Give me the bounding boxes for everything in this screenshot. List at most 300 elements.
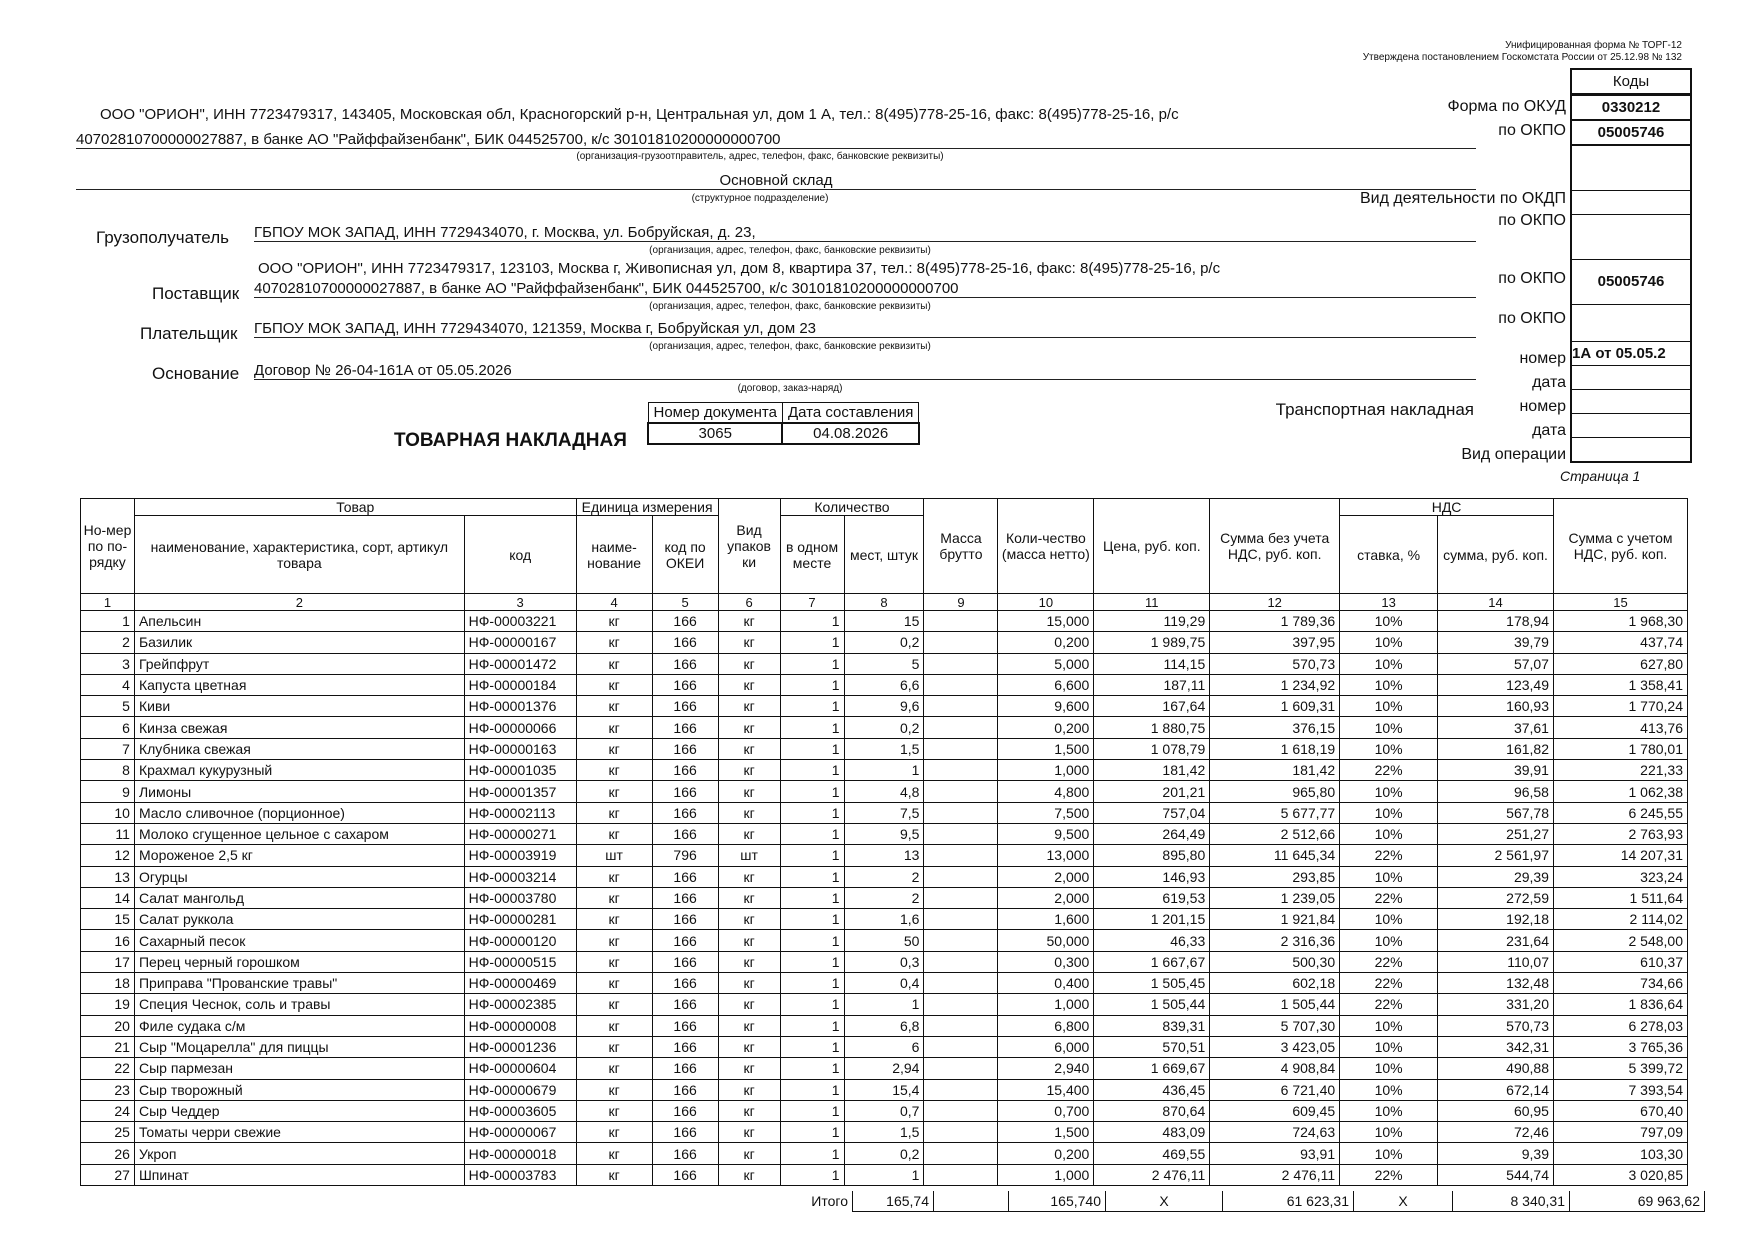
shipper-line1: ООО "ОРИОН", ИНН 7723479317, 143405, Московская обл, Красногорский р-н, Центральная ул, дом 1 А, тел.: 8(495)778-25-16, факс: 8(495)778-25-16, р/с — [100, 106, 1179, 123]
qty-one: 1 — [780, 1015, 844, 1036]
item-name: Масло сливочное (порционное) — [134, 802, 464, 823]
okei-code: 166 — [652, 1100, 718, 1121]
division-code — [1572, 146, 1690, 191]
sum-novat: 4 908,84 — [1210, 1058, 1340, 1079]
qty-one: 1 — [780, 696, 844, 717]
item-name: Салат руккола — [134, 909, 464, 930]
net-qty: 1,600 — [998, 909, 1094, 930]
col-vat-sum-header: сумма, руб. коп. — [1438, 516, 1554, 594]
net-qty: 1,000 — [998, 994, 1094, 1015]
payer-okpo-code — [1572, 305, 1690, 342]
vat-rate: 10% — [1340, 611, 1438, 632]
unit-name: кг — [576, 887, 652, 908]
price: 1 505,44 — [1094, 994, 1210, 1015]
vat-sum: 178,94 — [1438, 611, 1554, 632]
pack-type: кг — [718, 653, 780, 674]
net-qty: 0,300 — [998, 951, 1094, 972]
pack-type: кг — [718, 909, 780, 930]
sum-vat: 1 780,01 — [1553, 738, 1687, 759]
vat-sum: 192,18 — [1438, 909, 1554, 930]
vat-rate: 10% — [1340, 781, 1438, 802]
unit-name: кг — [576, 1015, 652, 1036]
qty-places: 1,6 — [844, 909, 924, 930]
col-num-header: Но-мер по по-рядку — [81, 499, 135, 594]
table-row — [81, 760, 1688, 781]
row-number: 12 — [81, 845, 135, 866]
sum-novat: 397,95 — [1210, 632, 1340, 653]
qty-one: 1 — [780, 1036, 844, 1057]
column-number-8: 8 — [844, 594, 924, 611]
gross-mass — [924, 1079, 998, 1100]
item-name: Капуста цветная — [134, 674, 464, 695]
vat-sum: 490,88 — [1438, 1058, 1554, 1079]
column-number-11: 11 — [1094, 594, 1210, 611]
sum-novat: 965,80 — [1210, 781, 1340, 802]
sum-vat: 3 765,36 — [1553, 1036, 1687, 1057]
doc-number: 3065 — [648, 423, 782, 444]
price: 1 078,79 — [1094, 738, 1210, 759]
gross-mass — [924, 696, 998, 717]
division-hint: (структурное подразделение) — [691, 193, 829, 204]
qty-one: 1 — [780, 909, 844, 930]
table-row — [81, 738, 1688, 759]
column-number-3: 3 — [464, 594, 576, 611]
row-number: 4 — [81, 674, 135, 695]
okei-code: 166 — [652, 887, 718, 908]
unit-name: кг — [576, 781, 652, 802]
item-code: НФ-00003783 — [464, 1164, 576, 1185]
net-qty: 9,500 — [998, 823, 1094, 844]
vat-rate: 10% — [1340, 909, 1438, 930]
document-number-box — [647, 402, 920, 445]
unit-name: кг — [576, 1164, 652, 1185]
consignee-value: ГБПОУ МОК ЗАПАД, ИНН 7729434070, г. Москва, ул. Бобруйская, д. 23, — [254, 224, 1476, 242]
page-number: Страница 1 — [1560, 468, 1641, 484]
gross-mass — [924, 611, 998, 632]
col-goods-code-header: код — [464, 516, 576, 594]
okpo-supplier-label: по ОКПО — [1498, 270, 1566, 287]
item-name: Грейпфрут — [134, 653, 464, 674]
sum-vat: 2 548,00 — [1553, 930, 1687, 951]
row-number: 2 — [81, 632, 135, 653]
price: 1 505,45 — [1094, 973, 1210, 994]
table-row — [81, 632, 1688, 653]
sum-novat: 5 707,30 — [1210, 1015, 1340, 1036]
unit-name: кг — [576, 973, 652, 994]
item-code: НФ-00002113 — [464, 802, 576, 823]
doc-number-label: Номер документа — [648, 403, 782, 424]
okei-code: 166 — [652, 802, 718, 823]
okei-code: 166 — [652, 930, 718, 951]
gross-mass — [924, 781, 998, 802]
item-code: НФ-00001236 — [464, 1036, 576, 1057]
col-qty-places-header: мест, штук — [844, 516, 924, 594]
totals-vat-sum: 8 340,31 — [1453, 1191, 1570, 1212]
net-qty: 2,000 — [998, 866, 1094, 887]
pack-type: кг — [718, 674, 780, 695]
net-qty: 5,000 — [998, 653, 1094, 674]
gross-mass — [924, 866, 998, 887]
item-name: Филе судака с/м — [134, 1015, 464, 1036]
okdp-label: Вид деятельности по ОКДП — [1359, 190, 1566, 207]
table-row — [81, 994, 1688, 1015]
item-name: Киви — [134, 696, 464, 717]
price: 146,93 — [1094, 866, 1210, 887]
item-code: НФ-00000604 — [464, 1058, 576, 1079]
operation-code — [1572, 438, 1690, 461]
price: 119,29 — [1094, 611, 1210, 632]
price: 436,45 — [1094, 1079, 1210, 1100]
supplier-label: Поставщик — [152, 284, 240, 303]
transport-number-label: номер — [1519, 398, 1566, 415]
vat-sum: 570,73 — [1438, 1015, 1554, 1036]
net-qty: 2,940 — [998, 1058, 1094, 1079]
sum-vat: 5 399,72 — [1553, 1058, 1687, 1079]
gross-mass — [924, 823, 998, 844]
item-code: НФ-00000184 — [464, 674, 576, 695]
basis-value: Договор № 26-04-161А от 05.05.2026 — [254, 362, 1476, 380]
okpo-label: по ОКПО — [1498, 122, 1566, 139]
unit-name: кг — [576, 632, 652, 653]
okei-code: 166 — [652, 951, 718, 972]
gross-mass — [924, 887, 998, 908]
pack-type: кг — [718, 1100, 780, 1121]
column-number-15: 15 — [1553, 594, 1687, 611]
division-value: Основной склад — [76, 172, 1476, 190]
vat-sum: 72,46 — [1438, 1122, 1554, 1143]
price: 839,31 — [1094, 1015, 1210, 1036]
row-number: 27 — [81, 1164, 135, 1185]
net-qty: 6,800 — [998, 1015, 1094, 1036]
gross-mass — [924, 951, 998, 972]
totals-vat-rate: X — [1354, 1191, 1453, 1212]
price: 619,53 — [1094, 887, 1210, 908]
row-number: 20 — [81, 1015, 135, 1036]
vat-rate: 10% — [1340, 1058, 1438, 1079]
sum-vat: 6 245,55 — [1553, 802, 1687, 823]
sum-novat: 293,85 — [1210, 866, 1340, 887]
okei-code: 796 — [652, 845, 718, 866]
net-qty: 15,000 — [998, 611, 1094, 632]
table-row — [81, 1164, 1688, 1185]
vat-rate: 10% — [1340, 1143, 1438, 1164]
sum-vat: 1 836,64 — [1553, 994, 1687, 1015]
transport-label: Транспортная накладная — [1275, 400, 1474, 419]
vat-rate: 10% — [1340, 653, 1438, 674]
sum-vat: 103,30 — [1553, 1143, 1687, 1164]
pack-type: кг — [718, 696, 780, 717]
item-code: НФ-00003214 — [464, 866, 576, 887]
payer-hint: (организация, адрес, телефон, факс, банковские реквизиты) — [649, 341, 931, 352]
sum-novat: 376,15 — [1210, 717, 1340, 738]
item-code: НФ-00001472 — [464, 653, 576, 674]
row-number: 15 — [81, 909, 135, 930]
col-sum-vat-header: Сумма с учетом НДС, руб. коп. — [1553, 499, 1687, 594]
item-name: Сахарный песок — [134, 930, 464, 951]
payer-value: ГБПОУ МОК ЗАПАД, ИНН 7729434070, 121359, Москва г, Бобруйская ул, дом 23 — [254, 320, 1476, 338]
col-unit-name-header: наиме-нование — [576, 516, 652, 594]
col-qty-one-header: в одном месте — [780, 516, 844, 594]
item-name: Сыр творожный — [134, 1079, 464, 1100]
item-name: Лимоны — [134, 781, 464, 802]
qty-one: 1 — [780, 994, 844, 1015]
table-row — [81, 781, 1688, 802]
column-number-7: 7 — [780, 594, 844, 611]
row-number: 23 — [81, 1079, 135, 1100]
totals-sum-novat: 61 623,31 — [1223, 1191, 1354, 1212]
gross-mass — [924, 653, 998, 674]
sum-vat: 2 114,02 — [1553, 909, 1687, 930]
sum-vat: 437,74 — [1553, 632, 1687, 653]
price: 895,80 — [1094, 845, 1210, 866]
item-code: НФ-00000679 — [464, 1079, 576, 1100]
gross-mass — [924, 1058, 998, 1079]
vat-rate: 10% — [1340, 717, 1438, 738]
net-qty: 7,500 — [998, 802, 1094, 823]
qty-places: 0,2 — [844, 632, 924, 653]
column-number-14: 14 — [1438, 594, 1554, 611]
column-number-9: 9 — [924, 594, 998, 611]
column-number-5: 5 — [652, 594, 718, 611]
vat-sum: 2 561,97 — [1438, 845, 1554, 866]
item-name: Перец черный горошком — [134, 951, 464, 972]
qty-places: 0,2 — [844, 1143, 924, 1164]
item-code: НФ-00000008 — [464, 1015, 576, 1036]
okei-code: 166 — [652, 1143, 718, 1164]
qty-one: 1 — [780, 802, 844, 823]
item-name: Сыр "Моцарелла" для пиццы — [134, 1036, 464, 1057]
net-qty: 2,000 — [998, 887, 1094, 908]
col-net-header: Коли-чество (масса нетто) — [998, 499, 1094, 594]
table-row — [81, 802, 1688, 823]
sum-vat: 1 968,30 — [1553, 611, 1687, 632]
pack-type: кг — [718, 1036, 780, 1057]
item-name: Клубника свежая — [134, 738, 464, 759]
unit-name: кг — [576, 760, 652, 781]
price: 483,09 — [1094, 1122, 1210, 1143]
sum-novat: 6 721,40 — [1210, 1079, 1340, 1100]
pack-type: кг — [718, 760, 780, 781]
item-code: НФ-00000281 — [464, 909, 576, 930]
vat-sum: 160,93 — [1438, 696, 1554, 717]
item-name: Крахмал кукурузный — [134, 760, 464, 781]
vat-rate: 10% — [1340, 823, 1438, 844]
qty-one: 1 — [780, 1143, 844, 1164]
sum-novat: 500,30 — [1210, 951, 1340, 972]
table-row — [81, 1079, 1688, 1100]
net-qty: 1,000 — [998, 1164, 1094, 1185]
net-qty: 0,200 — [998, 632, 1094, 653]
vat-sum: 342,31 — [1438, 1036, 1554, 1057]
unit-name: кг — [576, 802, 652, 823]
col-unit-code-header: код по ОКЕИ — [652, 516, 718, 594]
unit-name: кг — [576, 1079, 652, 1100]
row-number: 17 — [81, 951, 135, 972]
qty-places: 0,3 — [844, 951, 924, 972]
price: 201,21 — [1094, 781, 1210, 802]
item-name: Укроп — [134, 1143, 464, 1164]
item-code: НФ-00003919 — [464, 845, 576, 866]
vat-sum: 672,14 — [1438, 1079, 1554, 1100]
item-code: НФ-00000515 — [464, 951, 576, 972]
sum-vat: 14 207,31 — [1553, 845, 1687, 866]
unified-form-caption — [1300, 40, 1682, 64]
unit-name: кг — [576, 611, 652, 632]
column-number-13: 13 — [1340, 594, 1438, 611]
row-number: 22 — [81, 1058, 135, 1079]
price: 264,49 — [1094, 823, 1210, 844]
vat-sum: 272,59 — [1438, 887, 1554, 908]
col-gross-header: Масса брутто — [924, 499, 998, 594]
okei-code: 166 — [652, 973, 718, 994]
column-number-2: 2 — [134, 594, 464, 611]
unified-form-line1: Унифицированная форма № ТОРГ-12 — [1505, 40, 1682, 51]
okei-code: 166 — [652, 866, 718, 887]
item-code: НФ-00003780 — [464, 887, 576, 908]
item-code: НФ-00003605 — [464, 1100, 576, 1121]
net-qty: 1,500 — [998, 738, 1094, 759]
qty-one: 1 — [780, 887, 844, 908]
col-pack-header: Вид упаков ки — [718, 499, 780, 594]
qty-places: 0,4 — [844, 973, 924, 994]
sum-novat: 724,63 — [1210, 1122, 1340, 1143]
vat-rate: 22% — [1340, 994, 1438, 1015]
vat-rate: 10% — [1340, 866, 1438, 887]
sum-novat: 181,42 — [1210, 760, 1340, 781]
unit-name: кг — [576, 653, 652, 674]
net-qty: 9,600 — [998, 696, 1094, 717]
document-title: ТОВАРНАЯ НАКЛАДНАЯ — [394, 430, 627, 451]
unit-name: кг — [576, 1122, 652, 1143]
net-qty: 50,000 — [998, 930, 1094, 951]
row-number: 16 — [81, 930, 135, 951]
column-numbers-row — [81, 594, 1688, 611]
price: 167,64 — [1094, 696, 1210, 717]
unit-name: кг — [576, 909, 652, 930]
price: 1 201,15 — [1094, 909, 1210, 930]
table-row — [81, 611, 1688, 632]
okei-code: 166 — [652, 1122, 718, 1143]
consignee-label: Грузополучатель — [96, 228, 229, 247]
item-code: НФ-00000271 — [464, 823, 576, 844]
item-name: Базилик — [134, 632, 464, 653]
table-row — [81, 1122, 1688, 1143]
sum-vat: 610,37 — [1553, 951, 1687, 972]
qty-places: 15,4 — [844, 1079, 924, 1100]
table-row — [81, 1015, 1688, 1036]
qty-places: 2 — [844, 887, 924, 908]
sum-vat: 1 770,24 — [1553, 696, 1687, 717]
vat-sum: 110,07 — [1438, 951, 1554, 972]
pack-type: кг — [718, 632, 780, 653]
pack-type: кг — [718, 866, 780, 887]
gross-mass — [924, 973, 998, 994]
pack-type: кг — [718, 717, 780, 738]
okei-code: 166 — [652, 1079, 718, 1100]
qty-one: 1 — [780, 653, 844, 674]
unit-name: кг — [576, 994, 652, 1015]
vat-rate: 10% — [1340, 696, 1438, 717]
okei-code: 166 — [652, 1058, 718, 1079]
qty-places: 9,5 — [844, 823, 924, 844]
vat-rate: 10% — [1340, 1122, 1438, 1143]
qty-one: 1 — [780, 930, 844, 951]
item-name: Салат мангольд — [134, 887, 464, 908]
transport-date-label: дата — [1532, 422, 1566, 439]
column-number-12: 12 — [1210, 594, 1340, 611]
okei-code: 166 — [652, 994, 718, 1015]
vat-sum: 567,78 — [1438, 802, 1554, 823]
vat-rate: 10% — [1340, 1036, 1438, 1057]
okei-code: 166 — [652, 632, 718, 653]
basis-date-label: дата — [1532, 374, 1566, 391]
net-qty: 0,400 — [998, 973, 1094, 994]
column-number-4: 4 — [576, 594, 652, 611]
item-name: Мороженое 2,5 кг — [134, 845, 464, 866]
col-sum-novat-header: Сумма без учета НДС, руб. коп. — [1210, 499, 1340, 594]
unit-name: кг — [576, 717, 652, 738]
sum-vat: 413,76 — [1553, 717, 1687, 738]
totals-gross — [934, 1191, 1009, 1212]
item-code: НФ-00003221 — [464, 611, 576, 632]
okpo-value: 05005746 — [1570, 121, 1692, 146]
price: 1 669,67 — [1094, 1058, 1210, 1079]
supplier-okpo-code: 05005746 — [1572, 260, 1690, 305]
vat-rate: 22% — [1340, 845, 1438, 866]
totals-label: Итого — [811, 1193, 848, 1210]
gross-mass — [924, 1100, 998, 1121]
vat-sum: 60,95 — [1438, 1100, 1554, 1121]
net-qty: 1,000 — [998, 760, 1094, 781]
gross-mass — [924, 1164, 998, 1185]
supplier-line2: 40702810700000027887, в банке АО "Райффайзенбанк", БИК 044525700, к/с 30101810200000000700 — [254, 280, 1476, 298]
transport-date-code — [1572, 414, 1690, 438]
item-code: НФ-00001035 — [464, 760, 576, 781]
qty-one: 1 — [780, 866, 844, 887]
vat-sum: 29,39 — [1438, 866, 1554, 887]
item-name: Сыр пармезан — [134, 1058, 464, 1079]
sum-novat: 1 921,84 — [1210, 909, 1340, 930]
row-number: 24 — [81, 1100, 135, 1121]
gross-mass — [924, 845, 998, 866]
totals-net: 165,740 — [1009, 1191, 1106, 1212]
sum-vat: 670,40 — [1553, 1100, 1687, 1121]
item-code: НФ-00000067 — [464, 1122, 576, 1143]
okei-code: 166 — [652, 738, 718, 759]
unit-name: шт — [576, 845, 652, 866]
row-number: 8 — [81, 760, 135, 781]
price: 114,15 — [1094, 653, 1210, 674]
vat-sum: 96,58 — [1438, 781, 1554, 802]
item-code: НФ-00000167 — [464, 632, 576, 653]
vat-sum: 37,61 — [1438, 717, 1554, 738]
qty-places: 4,8 — [844, 781, 924, 802]
qty-places: 1,5 — [844, 1122, 924, 1143]
table-row — [81, 887, 1688, 908]
pack-type: кг — [718, 930, 780, 951]
pack-type: кг — [718, 887, 780, 908]
sum-novat: 570,73 — [1210, 653, 1340, 674]
row-number: 9 — [81, 781, 135, 802]
col-goods-name-header: наименование, характеристика, сорт, артикул товара — [134, 516, 464, 594]
table-row — [81, 930, 1688, 951]
col-qty-header: Количество — [780, 499, 924, 516]
doc-date: 04.08.2026 — [782, 423, 918, 444]
qty-one: 1 — [780, 1100, 844, 1121]
table-row — [81, 1058, 1688, 1079]
price: 2 476,11 — [1094, 1164, 1210, 1185]
vat-rate: 22% — [1340, 887, 1438, 908]
